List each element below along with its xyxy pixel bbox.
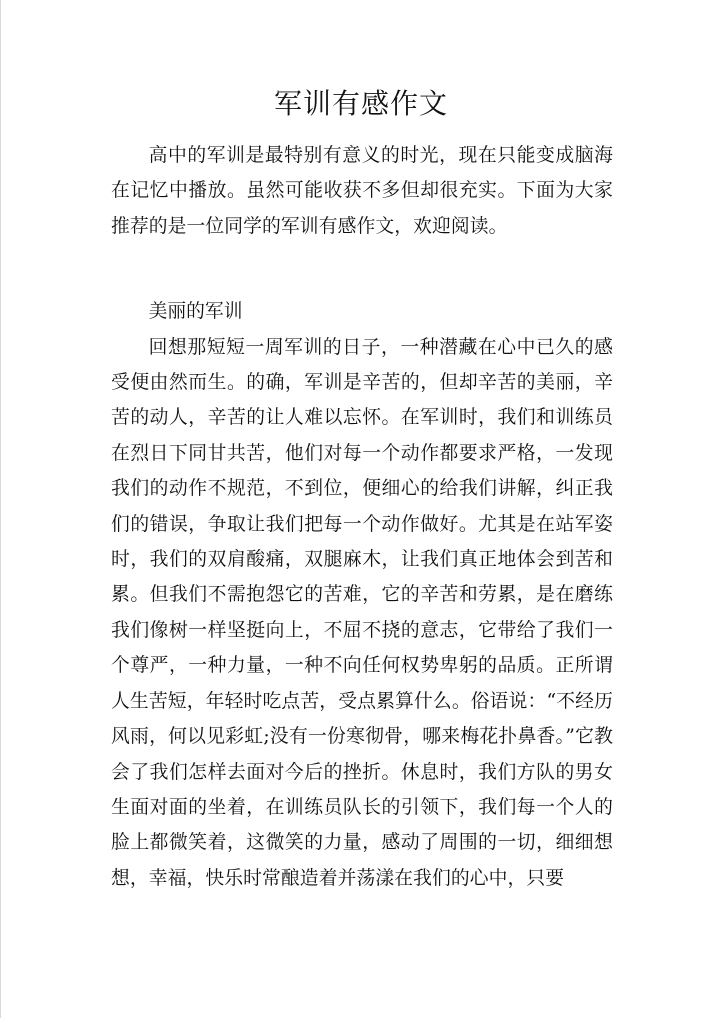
document-title: 军训有感作文 bbox=[273, 87, 448, 120]
section-heading: 美丽的军训 bbox=[148, 301, 243, 323]
body-paragraph: 回想那短短一周军训的日子，一种潜藏在心中已久的感受便由然而生。的确，军训是辛苦的，但却辛苦的美丽，辛苦的动人，辛苦的让人难以忘怀。在军训时，我们和训练员在烈日下同甘共苦，他们对每一个动作都要求严格，一发现我们的动作不规范，不到位，便细心的给我们讲解，纠正我们的错误，争取让我们把每一个动作做好。尤其是在站军姿时，我们的双肩酸痛，双腿麻木，让我们真正地体会到苦和累。但我们不需抱怨它的苦难，它的辛苦和劳累，是在磨练我们像树一样坚挺向上，不屈不挠的意志，它带给了我们一个尊严，一种力量，一种不向任何权势卑躬的品质。正所谓人生苦短，年轻时吃点苦，受点累算什么。俗语说：“不经历风雨，何以见彩虹;没有一份寒彻骨，哪来梅花扑鼻香。”它教会了我们怎样去面对今后的挫折。休息时，我们方队的男女生面对面的坐着，在训练员队长的引领下，我们每一个人的脸上都微笑着，这微笑的力量，感动了周围的一切，细细想想，幸福，快乐时常酿造着并荡漾在我们的心中，只要 bbox=[111, 336, 613, 889]
intro-paragraph: 高中的军训是最特别有意义的时光，现在只能变成脑海在记忆中播放。虽然可能收获不多但却很充实。下面为大家推荐的是一位同学的军训有感作文，欢迎阅读。 bbox=[111, 145, 613, 237]
document-body bbox=[111, 138, 613, 896]
paragraph-spacer bbox=[111, 244, 613, 294]
